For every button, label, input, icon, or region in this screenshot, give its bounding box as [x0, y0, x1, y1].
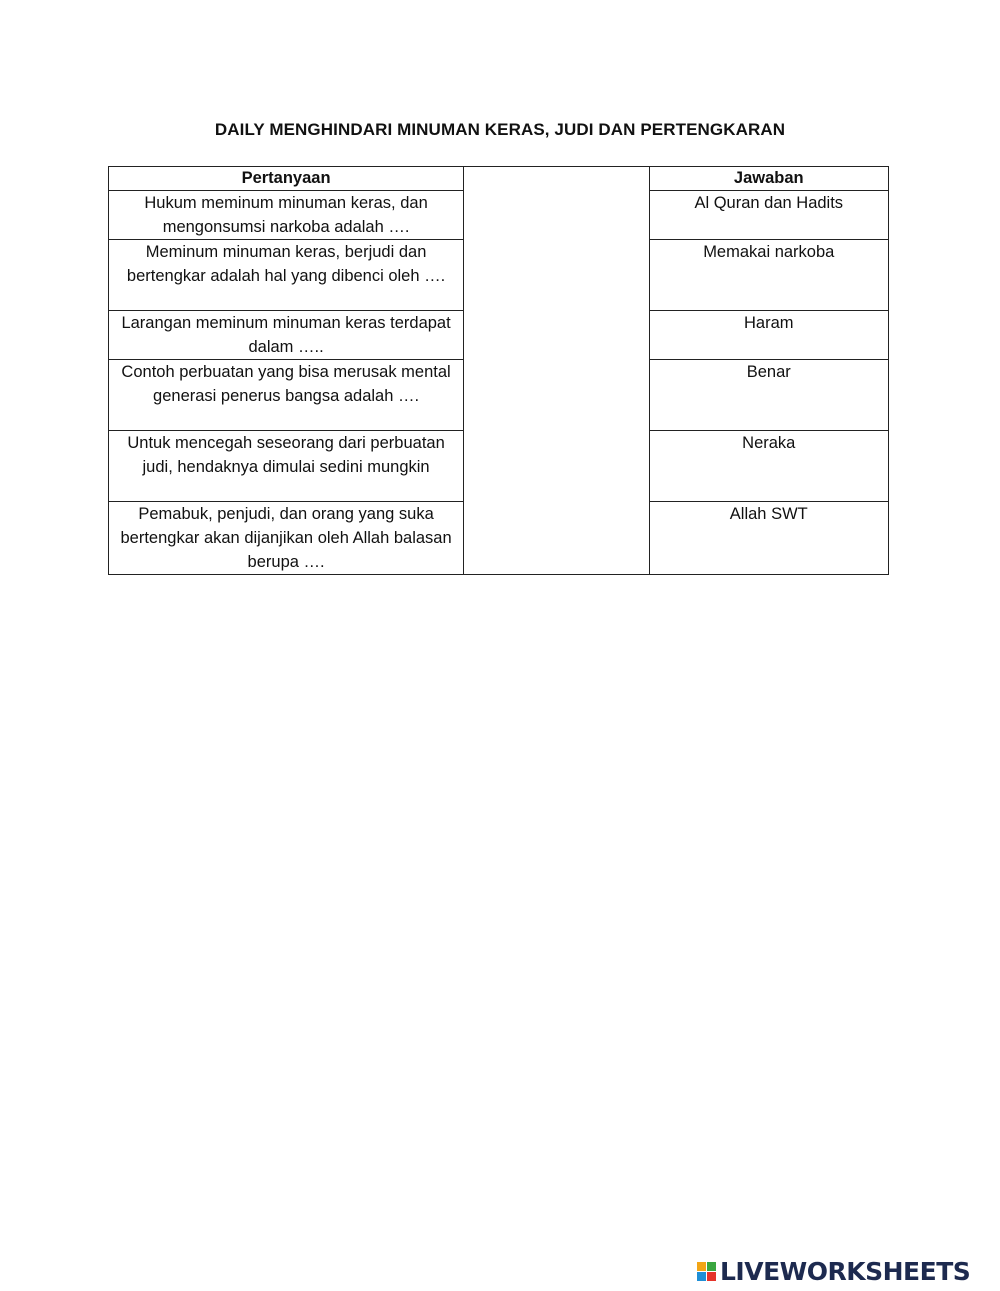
question-cell: Larangan meminum minuman keras terdapat dalam ….. [109, 311, 464, 360]
logo-blocks-icon [697, 1262, 716, 1281]
answer-cell[interactable]: Memakai narkoba [649, 240, 888, 311]
page-title: DAILY MENGHINDARI MINUMAN KERAS, JUDI DAN PERTENGKARAN [214, 120, 786, 139]
question-cell: Contoh perbuatan yang bisa merusak mental generasi penerus bangsa adalah …. [109, 360, 464, 431]
question-cell: Hukum meminum minuman keras, dan mengonsumsi narkoba adalah …. [109, 191, 464, 240]
table-header-row [109, 167, 889, 191]
logo-block [697, 1262, 706, 1271]
logo-block [707, 1272, 716, 1281]
header-question: Pertanyaan [109, 167, 464, 191]
match-area[interactable] [464, 191, 649, 575]
answer-cell[interactable]: Benar [649, 360, 888, 431]
logo-text: LIVEWORKSHEETS [720, 1256, 971, 1286]
answer-cell[interactable]: Neraka [649, 431, 888, 502]
logo-block [707, 1262, 716, 1271]
liveworksheets-logo [697, 1256, 970, 1286]
question-cell: Pemabuk, penjudi, dan orang yang suka bertengkar akan dijanjikan oleh Allah balasan berupa …. [109, 502, 464, 575]
header-answer: Jawaban [649, 167, 888, 191]
answer-cell[interactable]: Allah SWT [649, 502, 888, 575]
answer-cell[interactable]: Haram [649, 311, 888, 360]
header-match-blank [464, 167, 649, 191]
table-row [109, 191, 889, 240]
logo-block [697, 1272, 706, 1281]
question-cell: Untuk mencegah seseorang dari perbuatan judi, hendaknya dimulai sedini mungkin [109, 431, 464, 502]
question-cell: Meminum minuman keras, berjudi dan bertengkar adalah hal yang dibenci oleh …. [109, 240, 464, 311]
matching-table [108, 166, 889, 575]
answer-cell[interactable]: Al Quran dan Hadits [649, 191, 888, 240]
